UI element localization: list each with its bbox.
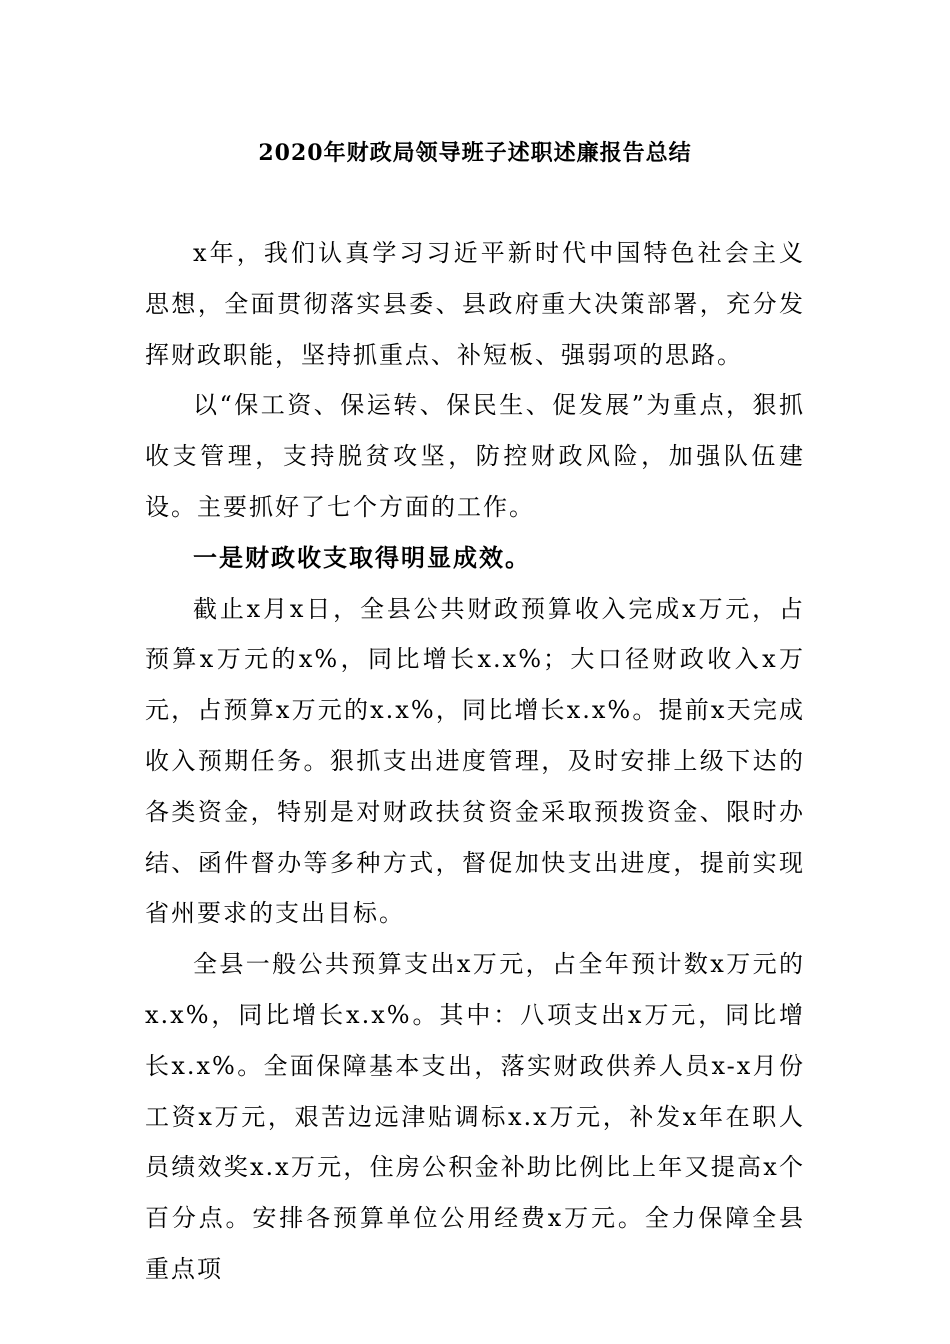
document-title: 2020年财政局领导班子述职述廉报告总结	[258, 140, 692, 166]
paragraph-revenue: 截止x月x日，全县公共财政预算收入完成x万元，占预算x万元的x%，同比增长x.x%；大口径财政收入x万元，占预算x万元的x.x%，同比增长x.x%。提前x天完成收入预期任务。狠抓支出进度管理，及时安排上级下达的各类资金，特别是对财政扶贫资金采取预拨资金、限时办结、函件督办等多种方式，督促加快支出进度，提前实现省州要求的支出目标。	[145, 594, 805, 928]
paragraph-focus: 以“保工资、保运转、保民生、促发展”为重点，狠抓收支管理，支持脱贫攻坚，防控财政风险，加强队伍建设。主要抓好了七个方面的工作。	[145, 391, 805, 521]
paragraph-intro: x年，我们认真学习习近平新时代中国特色社会主义思想，全面贯彻落实县委、县政府重大决策部署，充分发挥财政职能，坚持抓重点、补短板、强弱项的思路。	[145, 239, 805, 369]
document-body	[145, 228, 805, 1295]
section-heading: 一是财政收支取得明显成效。	[193, 542, 531, 572]
paragraph-expenditure: 全县一般公共预算支出x万元，占全年预计数x万元的x.x%，同比增长x.x%。其中：八项支出x万元，同比增长x.x%。全面保障基本支出，落实财政供养人员x-x月份工资x万元，艰苦边远津贴调标x.x万元，补发x年在职人员绩效奖x.x万元，住房公积金补助比例比上年又提高x个百分点。安排各预算单位公用经费x万元。全力保障全县重点项	[145, 950, 805, 1283]
